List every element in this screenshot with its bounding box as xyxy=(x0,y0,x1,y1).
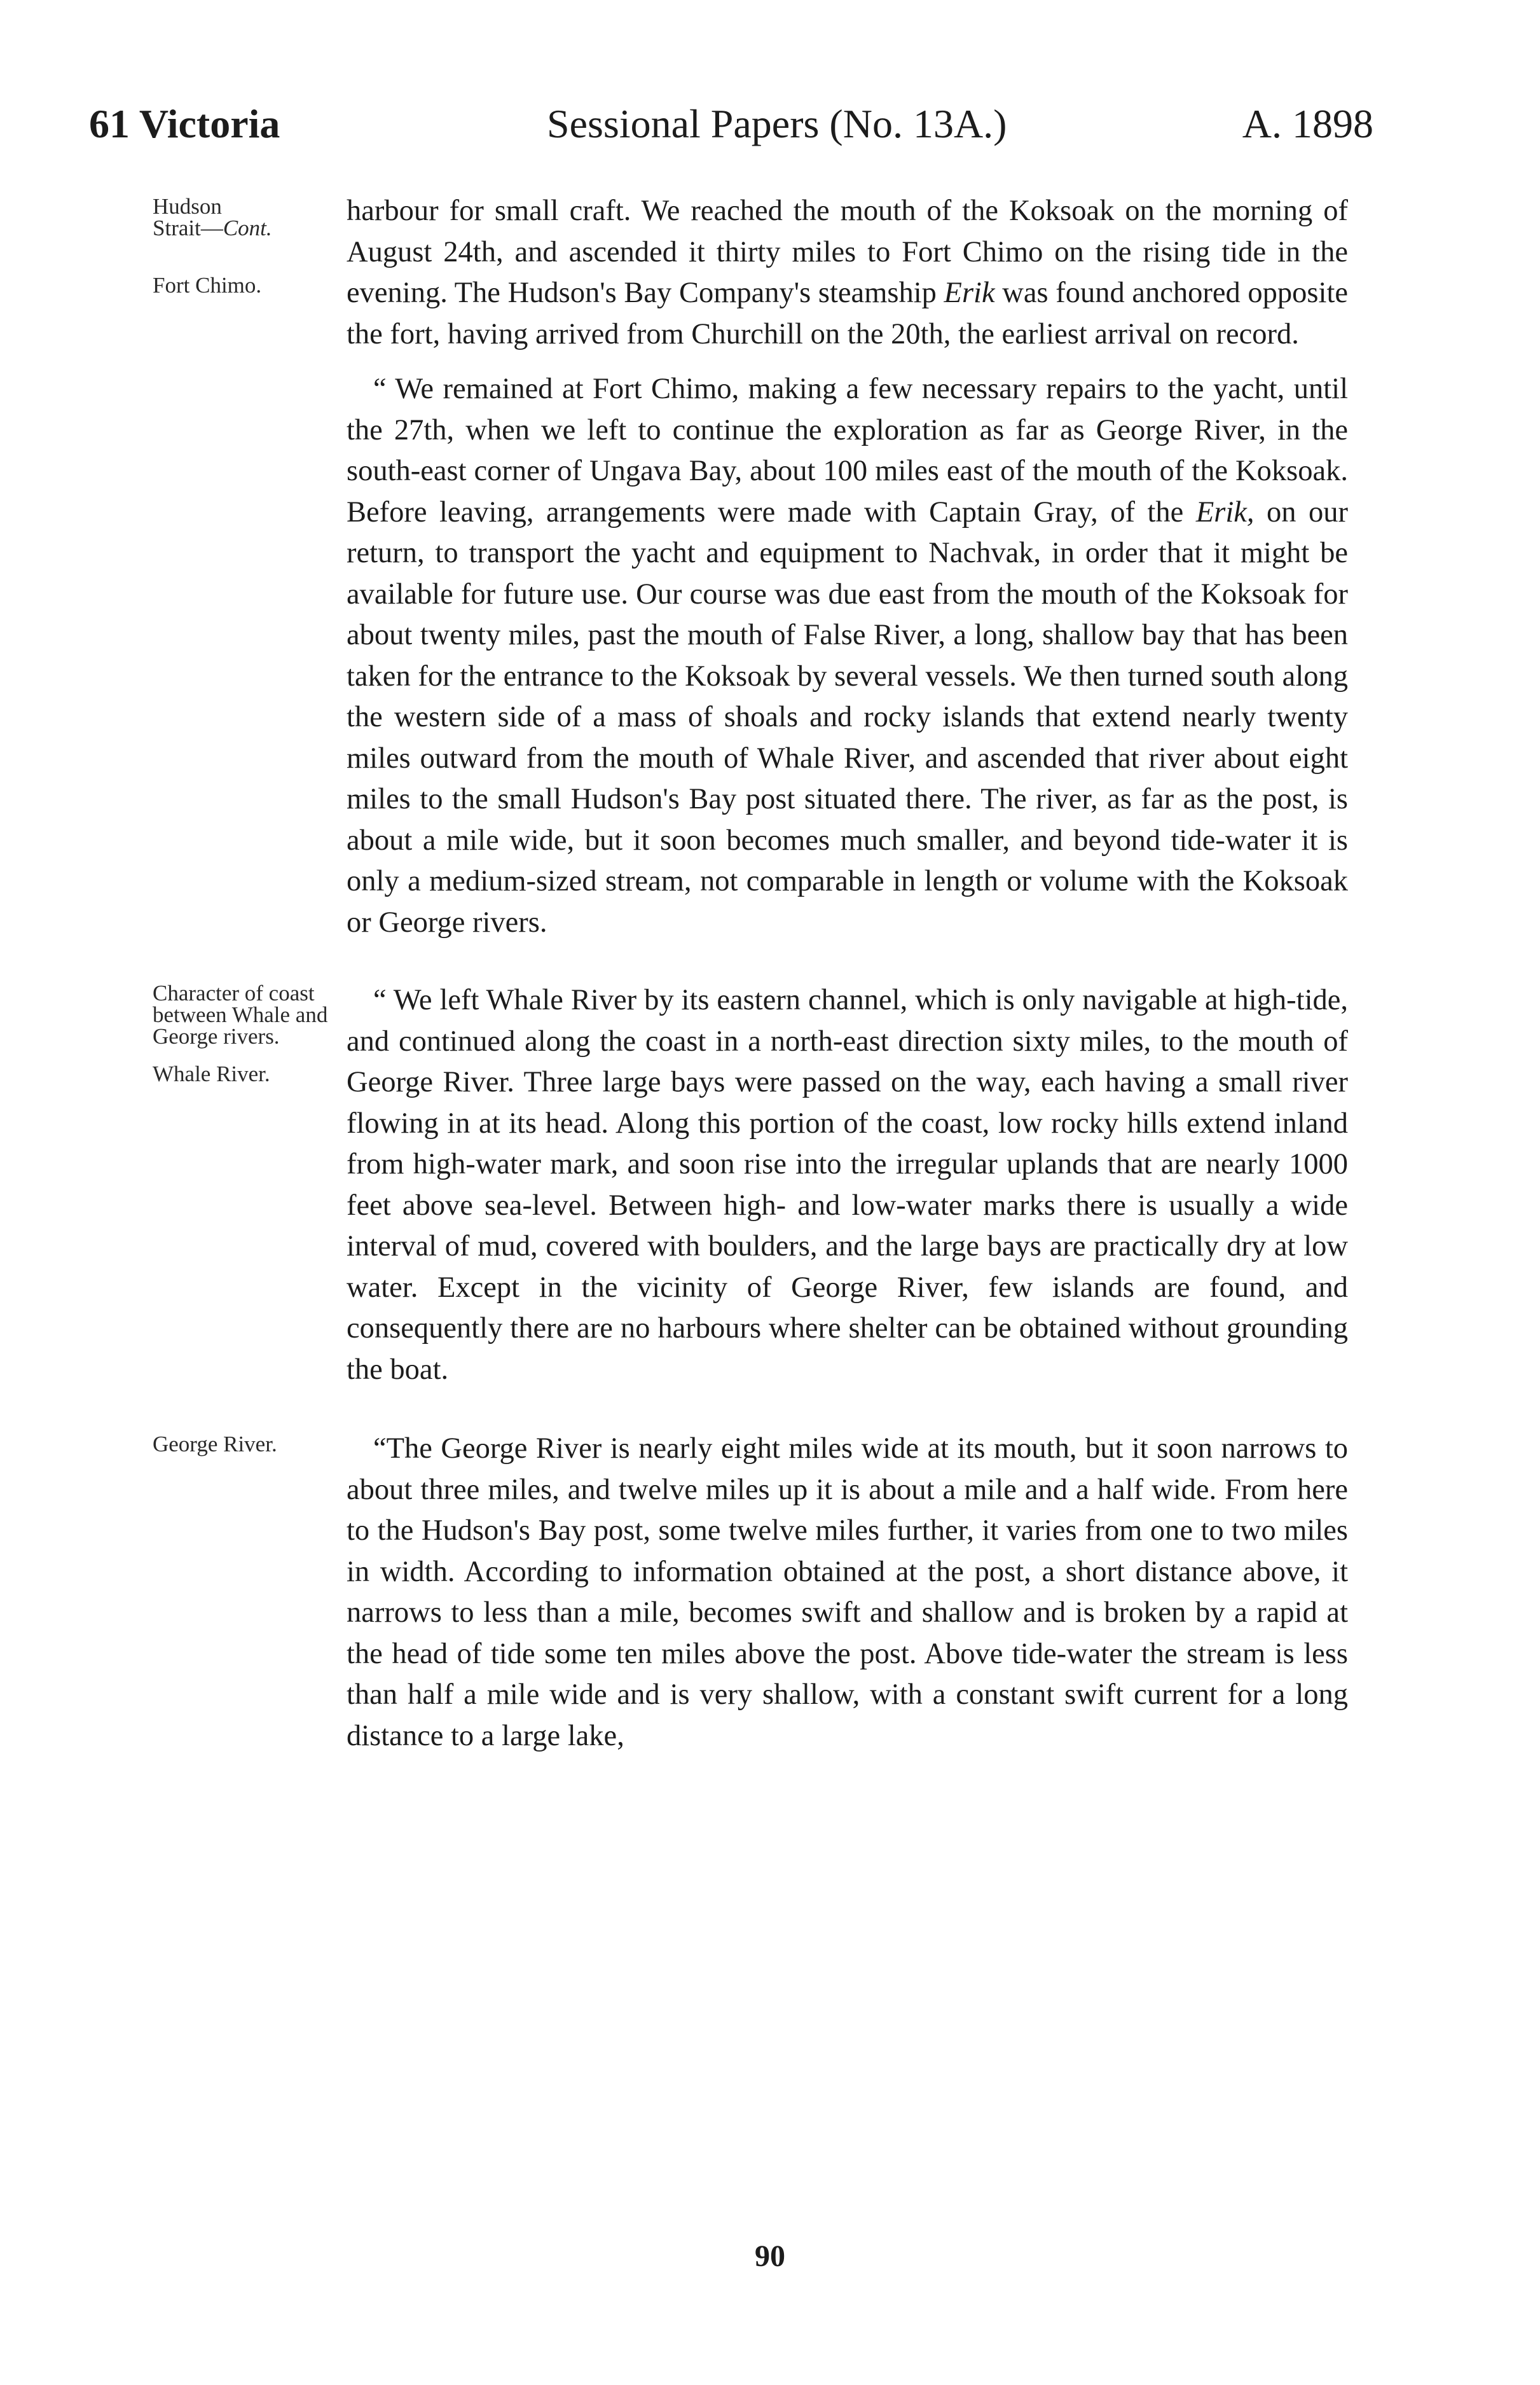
page-body xyxy=(153,191,1348,1757)
section-george-river xyxy=(153,1428,1348,1757)
paragraph-1 xyxy=(347,191,1348,355)
header-year: A. 1898 xyxy=(1242,101,1373,146)
section-fort-chimo xyxy=(153,191,1348,355)
ship-name-erik-2: Erik, xyxy=(1195,495,1255,529)
paragraph-1-end: was found anchored opposite the fort, having arrived from Churchill on the 20th, the earliest arrival on record. xyxy=(347,277,1349,350)
paragraph-2-text-b: on our return, to transport the yacht and equipment to Nachvak, in order that it might be available for future use. Our course was due east from the mouth of the Koksoak for about twenty miles, past the mouth of False River, a long, shallow bay that has been taken for the entrance to the Koksoak by several vessels. We then turned south along the western side of a mass of shoals and rocky islands that extend nearly twenty miles outward from the mouth of Whale River, and ascended that river about eight miles to the small Hudson's Bay post situated there. The river, as far as the post, is about a mile wide, but it soon becomes much smaller, and beyond tide-water it is only a medium-sized stream, not comparable in length or volume with the Koksoak or George rivers. xyxy=(347,495,1348,939)
ship-name-erik: Erik xyxy=(944,277,995,309)
header-title: Sessional Papers (No. 13A.) xyxy=(547,101,1007,146)
margin-note-hudson-strait xyxy=(153,196,343,239)
paragraph-3: “ We left Whale River by its eastern channel, which is only navigable at high-tide, and continued along the coast in a north-east direction sixty miles, to the mouth of George River. Three large bays were passed on the way, each having a small river flowing in at its head. Along this portion of the coast, low rocky hills extend inland from high-water mark, and soon rise into the irregular uplands that are nearly 1000 feet above sea-level. Between high- and low-water marks there is usually a wide interval of mud, covered with boulders, and the large bays are practically dry at low water. Except in the vicinity of George River, few islands are found, and consequently there are no harbours where shelter can be obtained without grounding the boat. xyxy=(347,984,1348,1386)
margin-note-george-river: George River. xyxy=(153,1432,277,1456)
margin-note-fort-chimo: Fort Chimo. xyxy=(153,273,262,298)
paragraph-2 xyxy=(347,369,1348,943)
margin-note-character-of-coast: Character of coast between Whale and George rivers. xyxy=(153,981,328,1049)
section-coast-character xyxy=(153,980,1348,1390)
margin-note-whale-river: Whale River. xyxy=(153,1061,270,1086)
paragraph-1-text: harbour for small craft. We reached the mouth of the Koksoak on the morning of August 24th, and ascended it thirty miles to Fort Chimo on the rising tide in the evening. The Hudson's Bay Company's steamship xyxy=(347,195,1348,309)
paragraph-2-text-a: “ We remained at Fort Chimo, making a few necessary repairs to the yacht, until the 27th, when we left to continue the exploration as far as George River, in the south-east corner of Ungava Bay, about 100 miles east of the mouth of the Koksoak. Before leaving, arrangements were made with Captain Gray, of the xyxy=(347,373,1348,529)
page-number: 90 xyxy=(755,2239,785,2273)
margin-note-strait: Strait— xyxy=(153,216,223,240)
margin-note-cont: Cont. xyxy=(223,216,272,240)
margin-note-hudson: Hudson xyxy=(153,194,222,219)
paragraph-4: “The George River is nearly eight miles wide at its mouth, but it soon narrows to about three miles, and twelve miles up it is about a mile and a half wide. From here to the Hudson's Bay post, some twelve miles further, it varies from one to two miles in width. According to information obtained at the post, a short distance above, it narrows to less than a mile, becomes swift and shallow and is broken by a rapid at the head of tide some ten miles above the post. Above tide-water the stream is less than half a mile wide and is very shallow, with a constant swift current for a long distance to a large lake, xyxy=(347,1432,1348,1752)
header-volume: 61 Victoria xyxy=(89,101,280,146)
running-header xyxy=(89,95,1373,153)
